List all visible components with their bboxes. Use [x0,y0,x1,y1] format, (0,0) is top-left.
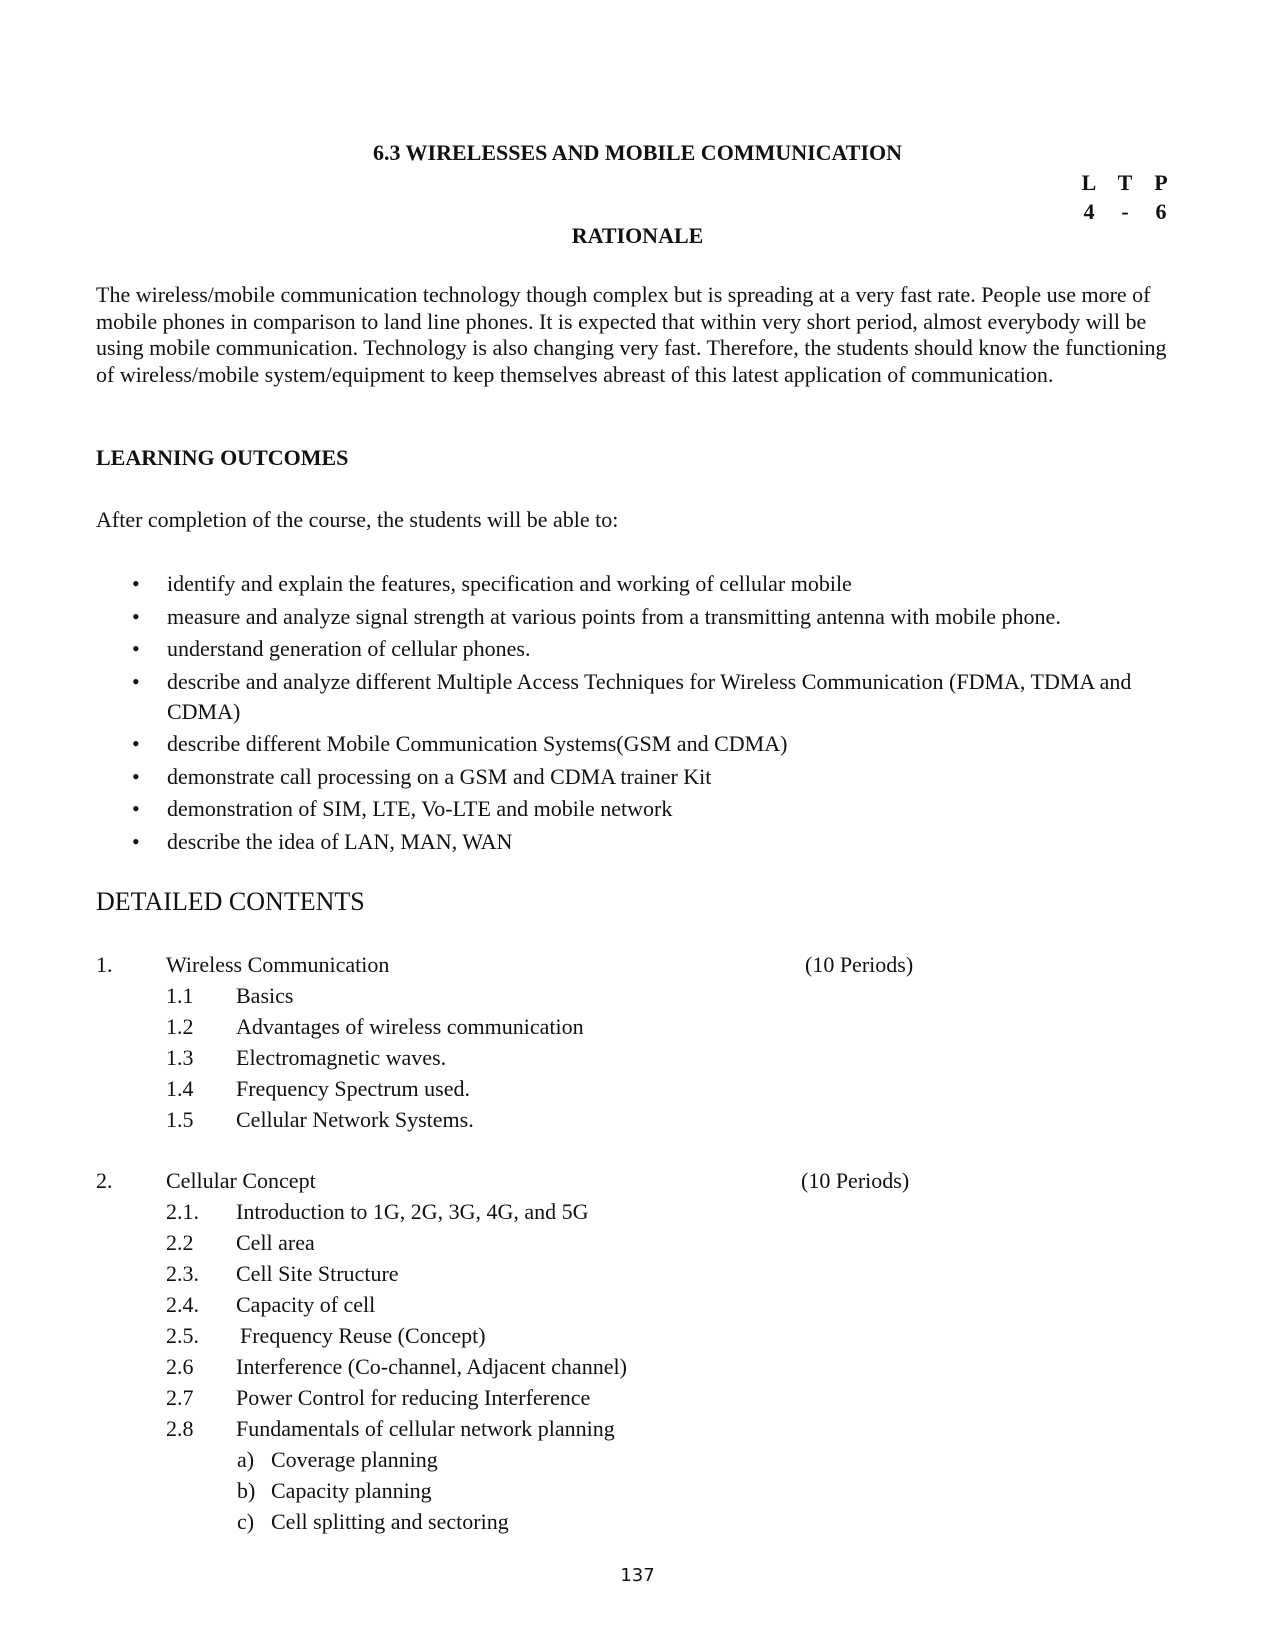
list-item [96,794,1186,824]
bullet-icon: • [132,668,140,694]
subsection-text: Advantages of wireless communication [236,1014,584,1039]
bullet-icon: • [132,763,140,789]
bullet-icon: • [132,828,140,854]
outcome-text: demonstrate call processing on a GSM and CDMA trainer Kit [167,763,712,789]
item-letter: b) [237,1478,256,1503]
subsection-number: 2.2 [166,1230,194,1255]
subsection-number: 2.8 [166,1416,194,1441]
section-number: 1. [96,952,113,977]
subsection-number: 1.5 [166,1107,194,1132]
section-heading-row [96,952,1096,983]
list-item [96,634,1186,664]
ltp-header-t: T [1117,170,1133,195]
item-text: Coverage planning [271,1447,438,1472]
subsection-number: 1.3 [166,1045,194,1070]
bullet-icon: • [132,731,140,756]
subsection-number: 2.4. [166,1292,199,1317]
item-letter: a) [237,1447,255,1472]
subsection-number: 2.5. [166,1323,199,1348]
page-number: 137 [620,1565,655,1586]
item-letter: c) [237,1509,255,1534]
learning-outcomes-list [96,569,1186,859]
ltp-value-row [1071,197,1179,226]
rationale-paragraph: The wireless/mobile communication technology though complex but is spreading at a very fast rate. People use more of mobile phones in comparison to land line phones. It is expected that within very short period, almost everybody will be using mobile communication. Technology is also changing very fast. Therefore, the students should know the functioning of wireless/mobile system/equipment to keep themselves abreast of this latest application of communication. [96,282,1167,387]
bullet-icon: • [132,796,140,821]
lettered-item [237,1478,432,1504]
learning-outcomes-intro: After completion of the course, the students will be able to: [96,507,619,532]
outcome-text: measure and analyze signal strength at various points from a transmitting antenna with mobile phone. [167,603,1061,629]
subsection-text: Frequency Reuse (Concept) [240,1323,486,1348]
outcome-text: describe different Mobile Communication Systems(GSM and CDMA) [167,731,788,756]
ltp-header-row [1071,168,1179,197]
ltp-value-p: 6 [1155,199,1167,224]
outcome-text: understand generation of cellular phones. [167,636,531,661]
list-item [96,729,1186,759]
item-text: Capacity planning [271,1478,432,1503]
lettered-item [237,1447,438,1473]
subsection-text: Cell area [236,1230,315,1255]
subsection-number: 1.4 [166,1076,194,1101]
subsection-number: 2.1. [166,1199,199,1224]
section-title: Wireless Communication [166,952,390,977]
list-item [96,667,1186,727]
rationale-heading: RATIONALE [571,223,704,248]
item-text: Cell splitting and sectoring [271,1509,509,1534]
learning-outcomes-heading: LEARNING OUTCOMES [96,445,349,470]
ltp-header-l: L [1081,170,1097,195]
subsection-text: Capacity of cell [236,1292,376,1317]
ltp-value-t: - [1121,199,1129,224]
list-item [96,569,1186,599]
subsection-number: 2.6 [166,1354,194,1379]
subsection-number: 1.1 [166,983,194,1008]
subsection-text: Frequency Spectrum used. [236,1076,470,1101]
bullet-icon: • [132,636,140,661]
outcome-text: identify and explain the features, specification and working of cellular mobile [167,571,852,596]
lettered-item [237,1509,509,1535]
subsection-text: Introduction to 1G, 2G, 3G, 4G, and 5G [236,1199,589,1224]
detailed-contents-heading: DETAILED CONTENTS [96,887,365,916]
ltp-value-l: 4 [1083,199,1095,224]
subsection-text: Cellular Network Systems. [236,1107,474,1132]
section-periods: (10 Periods) [805,952,914,977]
section-number: 2. [96,1168,113,1193]
subsection-text: Interference (Co-channel, Adjacent channel) [236,1354,627,1379]
subsection-text: Electromagnetic waves. [236,1045,447,1070]
ltp-table [1071,168,1179,226]
outcome-text: describe the idea of LAN, MAN, WAN [167,828,513,854]
subsection-text: Power Control for reducing Interference [236,1385,591,1410]
list-item [96,762,1186,792]
subsection-text: Basics [236,983,294,1008]
subsection-text: Fundamentals of cellular network planning [236,1416,615,1441]
bullet-icon: • [132,571,140,596]
course-title: 6.3 WIRELESSES AND MOBILE COMMUNICATION [372,140,903,165]
subsection-text: Cell Site Structure [236,1261,399,1286]
section-periods: (10 Periods) [801,1168,910,1193]
subsection-number: 2.3. [166,1261,199,1286]
list-item [96,602,1186,632]
outcome-text: demonstration of SIM, LTE, Vo-LTE and mobile network [167,796,673,821]
section-title: Cellular Concept [166,1168,316,1193]
subsection-number: 2.7 [166,1385,194,1410]
list-item [96,827,1186,857]
outcome-text: describe and analyze different Multiple Access Techniques for Wireless Communication (FDMA, TDMA and CDMA) [167,668,1132,724]
ltp-header-p: P [1154,170,1168,195]
section-heading-row [96,1168,1096,1199]
subsection-number: 1.2 [166,1014,194,1039]
bullet-icon: • [132,603,140,629]
